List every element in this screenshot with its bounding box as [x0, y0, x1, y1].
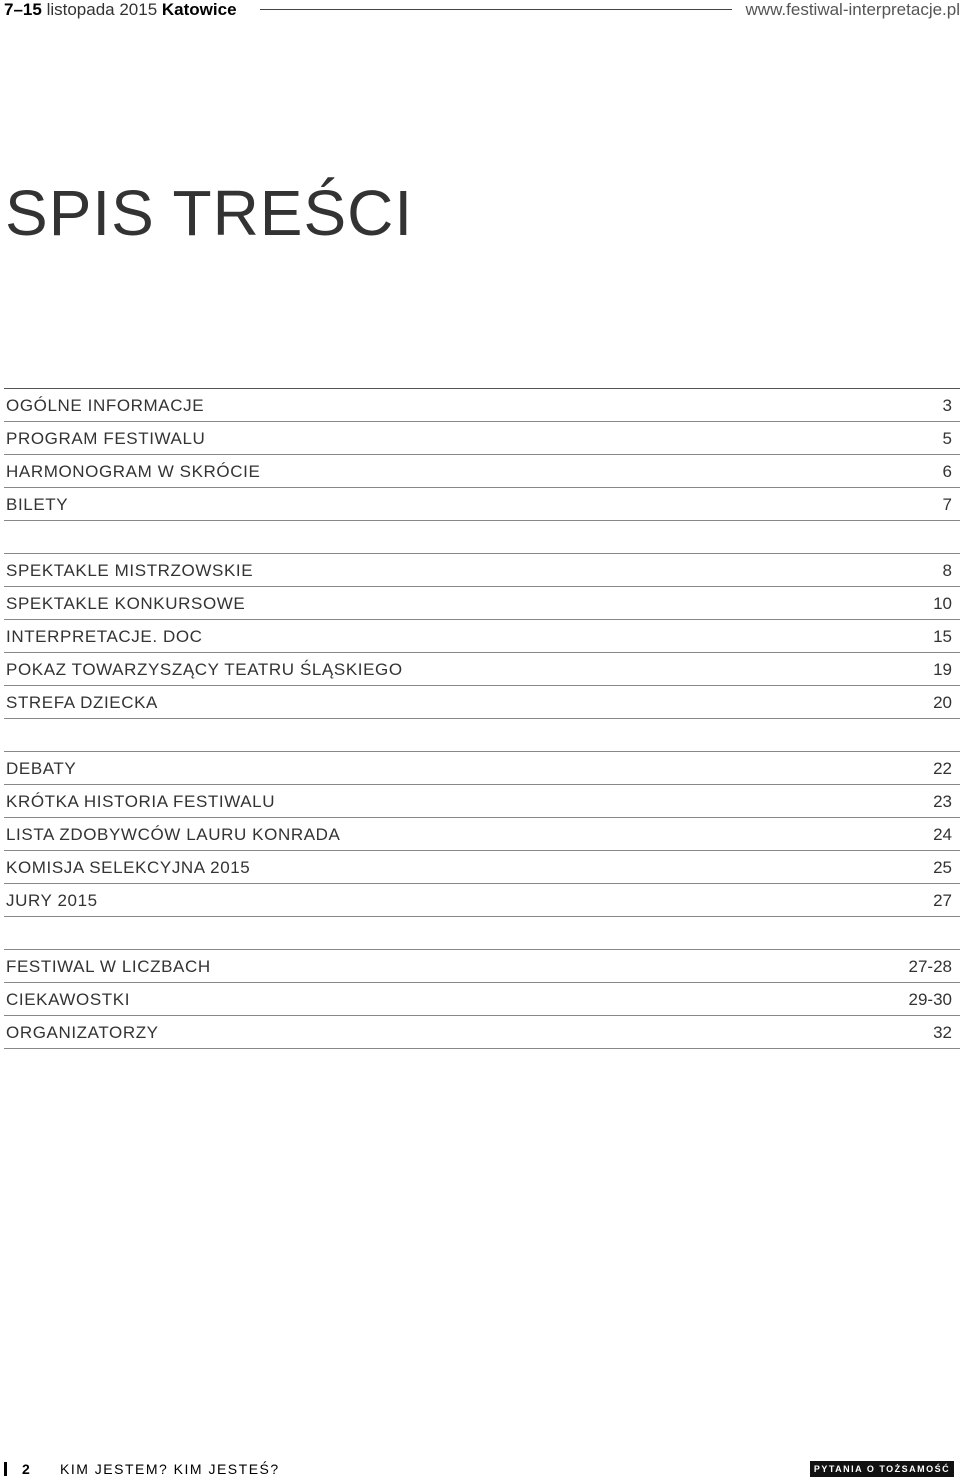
- toc-entry-page: 6: [942, 462, 952, 481]
- toc-entry-label: SPEKTAKLE MISTRZOWSKIE: [6, 561, 254, 580]
- toc-row[interactable]: [4, 851, 960, 884]
- toc-entry-label: KRÓTKA HISTORIA FESTIWALU: [6, 792, 276, 811]
- toc-entry-label: ORGANIZATORZY: [6, 1023, 159, 1042]
- toc-row[interactable]: [4, 950, 960, 983]
- toc-entry-page: 23: [933, 792, 952, 811]
- toc-group-spacer: [4, 917, 960, 950]
- toc-row[interactable]: [4, 620, 960, 653]
- toc-entry-page: 24: [933, 825, 952, 844]
- toc-row[interactable]: [4, 653, 960, 686]
- toc-entry-page: 32: [933, 1023, 952, 1042]
- toc-entry-label: INTERPRETACJE. DOC: [6, 627, 203, 646]
- toc-entry-label: POKAZ TOWARZYSZĄCY TEATRU ŚLĄSKIEGO: [6, 660, 403, 679]
- toc-row[interactable]: [4, 587, 960, 620]
- toc-entry-page: 3: [942, 396, 952, 415]
- toc-entry-label: CIEKAWOSTKI: [6, 990, 131, 1009]
- toc-entry-label: OGÓLNE INFORMACJE: [6, 396, 205, 415]
- header-divider: [260, 9, 732, 10]
- footer-bar: [4, 1462, 7, 1476]
- toc-row[interactable]: [4, 554, 960, 587]
- toc-row[interactable]: [4, 488, 960, 521]
- toc-entry-page: 7: [942, 495, 952, 514]
- toc-entry-label: KOMISJA SELEKCYJNA 2015: [6, 858, 251, 877]
- toc-row[interactable]: [4, 422, 960, 455]
- city: Katowice: [161, 0, 237, 19]
- toc-row[interactable]: [4, 752, 960, 785]
- toc-entry-label: FESTIWAL W LICZBACH: [6, 957, 211, 976]
- toc-entry-page: 15: [933, 627, 952, 646]
- toc-entry-page: 20: [933, 693, 952, 712]
- toc-entry-page: 29-30: [908, 990, 952, 1009]
- toc-row[interactable]: [4, 455, 960, 488]
- toc-entry-label: JURY 2015: [6, 891, 98, 910]
- toc-entry-label: PROGRAM FESTIWALU: [6, 429, 206, 448]
- toc-row[interactable]: [4, 785, 960, 818]
- toc-row[interactable]: [4, 686, 960, 719]
- toc-entry-page: 8: [942, 561, 952, 580]
- footer-tagline: KIM JESTEM? KIM JESTEŚ?: [60, 1461, 280, 1477]
- toc-group-spacer: [4, 521, 960, 554]
- toc-entry-page: 10: [933, 594, 952, 613]
- page-footer: [4, 1460, 960, 1478]
- toc-group-spacer: [4, 719, 960, 752]
- toc-entry-page: 27: [933, 891, 952, 910]
- toc-entry-page: 5: [942, 429, 952, 448]
- toc-entry-label: HARMONOGRAM W SKRÓCIE: [6, 462, 261, 481]
- toc-row[interactable]: [4, 983, 960, 1016]
- toc-entry-label: BILETY: [6, 495, 69, 514]
- date-range: 7–15: [4, 0, 42, 19]
- toc-row[interactable]: [4, 818, 960, 851]
- toc-entry-label: STREFA DZIECKA: [6, 693, 158, 712]
- toc-row[interactable]: [4, 884, 960, 917]
- page-header: [4, 0, 960, 22]
- page-title: SPIS TREŚCI: [5, 177, 414, 249]
- toc-row[interactable]: [4, 389, 960, 422]
- festival-url[interactable]: www.festiwal-interpretacje.pl: [745, 0, 960, 19]
- toc-entry-page: 19: [933, 660, 952, 679]
- toc-entry-label: DEBATY: [6, 759, 77, 778]
- toc-entry-page: 27-28: [908, 957, 952, 976]
- footer-page-number: 2: [22, 1461, 30, 1477]
- festival-dates: [4, 0, 237, 20]
- toc-entry-label: LISTA ZDOBYWCÓW LAURU KONRADA: [6, 825, 341, 844]
- toc-row[interactable]: [4, 1016, 960, 1049]
- table-of-contents: [4, 388, 960, 1049]
- month-year: listopada 2015: [46, 0, 158, 19]
- footer-badge: PYTANIA O TOŻSAMOŚĆ: [810, 1461, 954, 1477]
- toc-entry-page: 22: [933, 759, 952, 778]
- toc-entry-page: 25: [933, 858, 952, 877]
- toc-entry-label: SPEKTAKLE KONKURSOWE: [6, 594, 246, 613]
